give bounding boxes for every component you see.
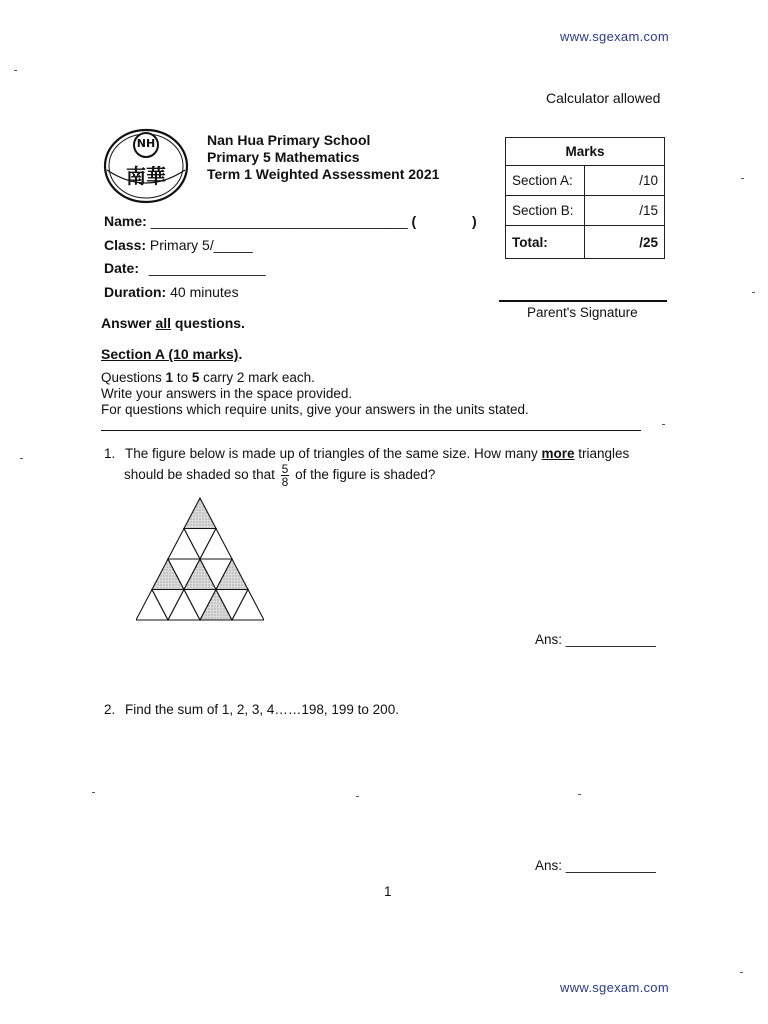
scan-speck [20,458,23,459]
q1-answer[interactable] [535,632,656,647]
duration-label: Duration: [104,284,167,300]
question-2 [104,702,399,717]
section-divider [101,430,641,431]
parent-signature-label: Parent's Signature [527,305,638,320]
logo-chinese-name: 南華 [126,164,166,188]
class-label: Class: [104,237,147,253]
scan-speck [578,794,581,795]
page-number: 1 [384,884,392,899]
scan-speck [752,292,755,293]
marks-row-value[interactable]: /10 [585,166,665,196]
instruction-line-2: Write your answers in the space provided. [101,386,353,401]
question-text: Find the sum of 1, 2, 3, 4……198, 199 to 200. [125,702,399,717]
scan-speck [92,792,95,793]
marks-row-label: Section A: [506,166,585,196]
marks-header: Marks [506,138,665,166]
calculator-note: Calculator allowed [546,90,661,106]
answer-line[interactable]: ____________ [565,632,656,647]
class-value[interactable]: Primary 5/_____ [149,237,253,253]
question-1-line-2: should be shaded so that $\frac{5}{8}$ of the figure is shaded? [124,462,436,489]
scan-speck [740,972,743,973]
triangle-grid [136,498,264,620]
answer-line[interactable]: ____________ [565,858,656,873]
class-field[interactable] [104,237,253,253]
signature-line[interactable] [499,300,667,302]
assessment-title: Term 1 Weighted Assessment 2021 [207,166,440,182]
watermark-url-top[interactable]: www.sgexam.com [560,29,669,44]
answer-all-instruction: Answer all questions. [101,315,245,331]
shaded-triangle [184,498,216,529]
date-field[interactable] [104,260,266,276]
question-number: 2. [104,702,116,717]
name-field[interactable] [104,213,477,229]
marks-row [506,166,665,196]
scan-speck [662,424,665,425]
questions-marks-note: Questions 1 to 5 carry 2 mark each. [101,370,315,385]
duration-value: 40 minutes [170,284,239,300]
instruction-line-3: For questions which require units, give your answers in the units stated. [101,402,529,417]
name-label: Name: [104,213,147,229]
index-paren-open: ( [411,213,417,229]
watermark-url-bottom[interactable]: www.sgexam.com [560,980,669,995]
fraction-five-eighths: $\frac{5}{8}$ [281,462,289,489]
name-line[interactable]: _________________________________ [150,213,408,229]
triangle-figure [136,497,264,621]
index-paren-close: ) [471,213,477,229]
marks-row-value[interactable]: /15 [585,196,665,226]
question-1: 1. The figure below is made up of triangles of the same size. How many more triangles [104,446,630,461]
school-logo [103,126,189,204]
emphasis-more: more [541,446,575,461]
marks-row-label: Section B: [506,196,585,226]
scan-speck [356,796,359,797]
date-label: Date: [104,260,140,276]
section-a-title: Section A (10 marks). [101,346,243,362]
answer-label: Ans: [535,858,563,873]
date-line[interactable]: _______________ [148,260,266,276]
marks-row-label: Total: [506,226,585,259]
duration-field [104,284,239,300]
question-number: 1. [104,446,116,461]
q2-answer[interactable] [535,858,656,873]
marks-row [506,226,665,259]
marks-row [506,196,665,226]
marks-row-value[interactable]: /25 [585,226,665,259]
school-name: Nan Hua Primary School [207,132,371,148]
scan-speck [741,178,744,179]
scan-speck [14,70,17,71]
answer-label: Ans: [535,632,563,647]
marks-table [505,137,665,259]
logo-monogram: NH [136,137,156,150]
subject-title: Primary 5 Mathematics [207,149,360,165]
